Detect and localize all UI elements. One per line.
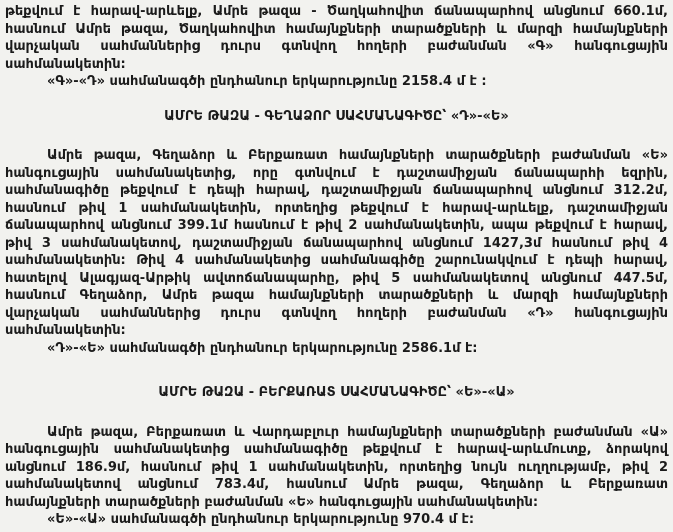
paragraph-boundary-g-d (5, 3, 668, 91)
text-line: ճանապարհով անցնում 399.1մ հասնում է թիվ 2 սահմանակետին, ապա թեքվում է հարավ, (5, 218, 668, 233)
text-line: սահմանակետով անցնում 783.4մ, հասնում Ամրե թազա, Գեղաձոր և Բերքառատ (5, 477, 668, 492)
boundary-length-line-e-a: «Ե»-«Ա» սահմանագծի ընդհանուր երկարությունը 970.4 մ է: (47, 512, 475, 527)
text-line: սահմանակետին: Թիվ 4 սահմանակետից սահմանագիծը շարունակվում է դեպի հարավ, (5, 253, 668, 268)
paragraph-boundary-e-a (5, 424, 668, 529)
text-line: Ամրե թազա, Գեղաձոր և Բերքառատ համայնքների տարածքների բաժանման «Ե» (47, 148, 668, 163)
text-line: հասնում Ամրե թազա, Ծաղկահովիտ համայնքների տարածքների և մարզի համայնքների (5, 21, 668, 37)
text-line: վարչական սահմաններից դուրս գտնվող հողերի բաժանման «Դ» հանգուցային (5, 305, 668, 321)
text-line: հատելով Ալագյազ-Արթիկ ավտոճանապարհը, թիվ 5 սահմանակետով անցնում 447.5մ, (5, 270, 668, 286)
text-line: թեքվում է հարավ-արևելք, Ամրե թազա - Ծաղկահովիտ ճանապարհով անցնում 660.1մ, (5, 4, 668, 19)
text-line: հանգուցային սահմանակետից, որը գտնվում է դաշտամիջյան ճանապարհի եզրին, (5, 165, 668, 181)
text-line: Ամրե թազա, Բերքառատ և Վարդաբլուր համայնքների տարածքների բաժանման «Ա» (47, 424, 668, 440)
boundary-length-line-g-d: «Գ»-«Դ» սահմանագծի ընդհանուր երկարությունը 2158.4 մ է : (47, 74, 487, 89)
text-line: հասնում Գեղաձոր, Ամրե թազա համայնքների տարածքների և մարզի համայնքների (5, 288, 668, 303)
text-line: թիվ 3 սահմանակետով, դաշտամիջյան ճանապարհով անցնում 1427,3մ հասնում թիվ 4 (5, 235, 668, 251)
boundary-length-line-d-e: «Դ»-«Ե» սահմանագծի ընդհանուր երկարությունը 2586.1մ է: (47, 340, 478, 356)
text-line: սահմանագիծը թեքվում է դեպի հարավ, դաշտամիջյան ճանապարհով անցնում 312.2մ, (5, 183, 668, 198)
text-line: սահմանակետին: (5, 56, 126, 72)
text-line: անցնում 186.9մ, հասնում թիվ 1 սահմանակետին, որտեղից նույն ուղղությամբ, թիվ 2 (5, 459, 668, 475)
text-line: հանգուցային սահմանակետից սահմանագիծը թեքվում է հարավ-արևմուտք, ձորակով (5, 442, 668, 457)
text-line: հասնում թիվ 1 սահմանակետին, որտեղից թեքվում է հարավ-արևելք, դաշտամիջյան (5, 200, 668, 216)
text-line: սահմանակետին: (5, 323, 126, 338)
section-heading-amre-taza-geghadzor: ԱՄՐԵ ԹԱԶԱ - ԳԵՂԱՁՈՐ ՍԱՀՄԱՆԱԳԻԾԸ՝ «Դ»-«Ե» (164, 108, 509, 124)
text-line: համայնքների տարածքների բաժանման «Ե» հանգուցային սահմանակետին: (5, 494, 539, 510)
paragraph-boundary-d-e (5, 147, 668, 357)
section-heading-amre-taza-berkarat: ԱՄՐԵ ԹԱԶԱ - ԲԵՐՔԱՌԱՏ ՍԱՀՄԱՆԱԳԻԾԸ՝ «Ե»-«Ա» (158, 385, 515, 400)
text-line: վարչական սահմաններից դուրս գտնվող հողերի բաժանման «Գ» հանգուցային (5, 39, 668, 54)
